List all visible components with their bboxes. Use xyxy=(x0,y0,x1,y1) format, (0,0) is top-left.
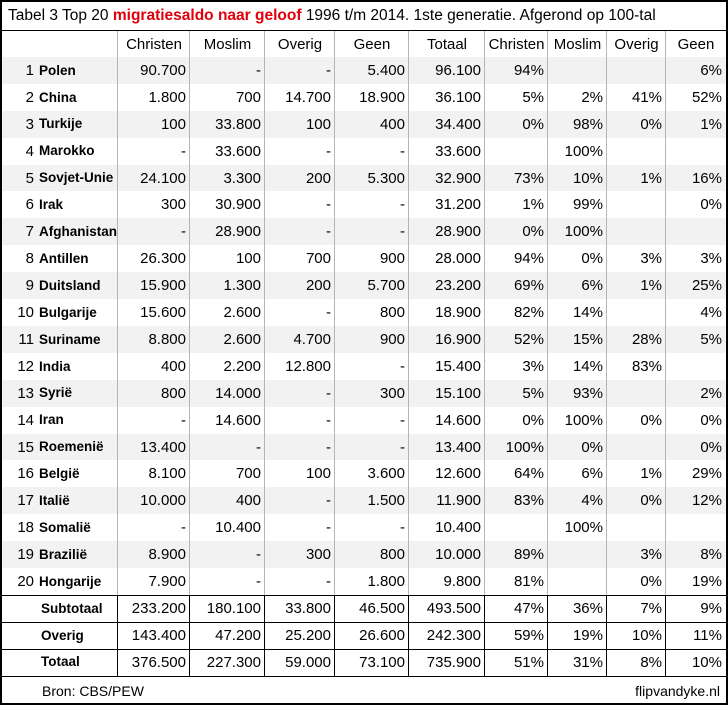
value-cell: - xyxy=(326,304,331,322)
value-cell: 3.600 xyxy=(367,465,405,483)
total-value-cell: 227.300 xyxy=(206,653,261,671)
rank-cell: 16 xyxy=(17,465,34,483)
value-cell: 1.800 xyxy=(367,573,405,591)
table-row xyxy=(2,487,726,514)
value-cell: 300 xyxy=(379,384,405,402)
header-christen: Christen xyxy=(126,35,182,53)
value-cell: 8% xyxy=(700,546,722,564)
table-row xyxy=(2,514,726,541)
table-row xyxy=(2,568,726,595)
value-cell: 52% xyxy=(513,330,544,348)
rank-cell: 5 xyxy=(25,169,34,187)
total-value-cell: 180.100 xyxy=(206,599,261,617)
value-cell: - xyxy=(400,357,405,375)
table-row xyxy=(2,218,726,245)
value-cell: 5.300 xyxy=(367,169,405,187)
value-cell: 2% xyxy=(700,384,722,402)
country-cell: België xyxy=(39,466,80,482)
value-cell: 100% xyxy=(564,411,603,429)
value-cell: 24.100 xyxy=(140,169,186,187)
total-value-cell: 47.200 xyxy=(215,626,261,644)
header-geen-pct: Geen xyxy=(677,35,715,53)
value-cell: 900 xyxy=(379,250,405,268)
value-cell: 34.400 xyxy=(435,115,481,133)
rank-cell: 2 xyxy=(25,88,34,106)
value-cell: 14.600 xyxy=(435,411,481,429)
value-cell xyxy=(607,380,666,407)
value-cell: 94% xyxy=(513,61,544,79)
header-overig-pct: Overig xyxy=(614,35,659,53)
rank-cell: 7 xyxy=(25,223,34,241)
value-cell: 5.400 xyxy=(367,61,405,79)
title-prefix: Tabel 3 Top 20 xyxy=(8,7,109,24)
value-cell: 90.700 xyxy=(140,61,186,79)
value-cell: 82% xyxy=(513,304,544,322)
table-row xyxy=(2,541,726,568)
value-cell: 5.700 xyxy=(367,277,405,295)
value-cell: 69% xyxy=(513,277,544,295)
value-cell: 2% xyxy=(581,88,603,106)
country-cell: Sovjet-Unie xyxy=(39,170,114,186)
value-cell: 6% xyxy=(581,277,603,295)
value-cell: 0% xyxy=(640,115,662,133)
header-overig: Overig xyxy=(277,35,323,53)
total-label: Totaal xyxy=(41,654,80,670)
total-row-totaal xyxy=(2,649,726,676)
value-cell: 5% xyxy=(522,384,544,402)
value-cell xyxy=(607,57,666,84)
value-cell: 900 xyxy=(379,330,405,348)
value-cell: 400 xyxy=(235,492,261,510)
value-cell: 100 xyxy=(305,115,331,133)
value-cell: 16% xyxy=(691,169,722,187)
value-cell: 400 xyxy=(379,115,405,133)
table-row xyxy=(2,299,726,326)
value-cell: 200 xyxy=(305,277,331,295)
total-value-cell: 25.200 xyxy=(285,626,331,644)
country-cell: Afghanistan xyxy=(39,224,118,240)
value-cell: 33.800 xyxy=(215,115,261,133)
total-value-cell: 9% xyxy=(700,599,722,617)
country-cell: Italië xyxy=(39,493,70,509)
rank-cell: 14 xyxy=(17,411,34,429)
value-cell: 200 xyxy=(305,169,331,187)
value-cell: 28.900 xyxy=(215,223,261,241)
total-value-cell: 59% xyxy=(513,626,544,644)
rank-cell: 8 xyxy=(25,250,34,268)
site-credit: flipvandyke.nl xyxy=(635,683,720,699)
value-cell: 93% xyxy=(572,384,603,402)
value-cell: 0% xyxy=(640,411,662,429)
value-cell: 28.000 xyxy=(435,250,481,268)
value-cell: 100 xyxy=(305,465,331,483)
value-cell: 100 xyxy=(235,250,261,268)
value-cell: 31.200 xyxy=(435,196,481,214)
table-row xyxy=(2,84,726,111)
value-cell: 33.600 xyxy=(215,142,261,160)
total-value-cell: 19% xyxy=(572,626,603,644)
value-cell: 3.300 xyxy=(223,169,261,187)
value-cell: 15.100 xyxy=(435,384,481,402)
value-cell: 14.700 xyxy=(285,88,331,106)
total-value-cell: 376.500 xyxy=(131,653,186,671)
value-cell: 15% xyxy=(572,330,603,348)
value-cell: 19% xyxy=(691,573,722,591)
value-cell: 100% xyxy=(564,142,603,160)
value-cell: 100% xyxy=(505,438,544,456)
total-value-cell: 10% xyxy=(691,653,722,671)
country-cell: Suriname xyxy=(39,331,101,347)
value-cell: 1.300 xyxy=(223,277,261,295)
value-cell: 700 xyxy=(235,88,261,106)
total-value-cell: 59.000 xyxy=(285,653,331,671)
value-cell xyxy=(607,192,666,219)
country-cell: Antillen xyxy=(39,250,89,266)
value-cell: 18.900 xyxy=(359,88,405,106)
value-cell: 700 xyxy=(305,250,331,268)
country-cell: Polen xyxy=(39,62,76,78)
header-row xyxy=(2,31,726,57)
value-cell: 26.300 xyxy=(140,250,186,268)
value-cell: 2.600 xyxy=(223,330,261,348)
value-cell xyxy=(666,138,726,165)
value-cell: 81% xyxy=(513,573,544,591)
rank-cell: 19 xyxy=(17,546,34,564)
value-cell: 10.000 xyxy=(140,492,186,510)
value-cell xyxy=(548,541,607,568)
value-cell: - xyxy=(326,61,331,79)
value-cell: 9.800 xyxy=(443,573,481,591)
value-cell: 8.100 xyxy=(148,465,186,483)
total-row-subtotaal xyxy=(2,595,726,622)
value-cell: - xyxy=(400,519,405,537)
value-cell: 33.600 xyxy=(435,142,481,160)
value-cell: 0% xyxy=(700,438,722,456)
value-cell: 25% xyxy=(691,277,722,295)
value-cell: - xyxy=(326,519,331,537)
country-cell: Somalië xyxy=(39,519,91,535)
value-cell: 100% xyxy=(564,519,603,537)
value-cell: - xyxy=(400,223,405,241)
value-cell: - xyxy=(326,411,331,429)
value-cell xyxy=(548,57,607,84)
header-moslim-pct: Moslim xyxy=(553,35,602,53)
value-cell: - xyxy=(256,573,261,591)
value-cell: 94% xyxy=(513,250,544,268)
value-cell: 14.000 xyxy=(215,384,261,402)
value-cell: 2.200 xyxy=(223,357,261,375)
table-row xyxy=(2,326,726,353)
value-cell: 15.600 xyxy=(140,304,186,322)
value-cell: 10.000 xyxy=(435,546,481,564)
value-cell xyxy=(666,218,726,245)
value-cell xyxy=(607,434,666,461)
value-cell: 18.900 xyxy=(435,304,481,322)
header-geen: Geen xyxy=(353,35,391,53)
value-cell xyxy=(607,138,666,165)
table-row xyxy=(2,192,726,219)
rank-cell: 10 xyxy=(17,304,34,322)
value-cell: 1% xyxy=(522,196,544,214)
rank-cell: 6 xyxy=(25,196,34,214)
value-cell: 2.600 xyxy=(223,304,261,322)
value-cell: 15.900 xyxy=(140,277,186,295)
value-cell: 8.800 xyxy=(148,330,186,348)
value-cell: - xyxy=(256,438,261,456)
value-cell: - xyxy=(326,573,331,591)
value-cell: - xyxy=(326,196,331,214)
value-cell: 12% xyxy=(691,492,722,510)
country-cell: Duitsland xyxy=(39,277,101,293)
value-cell: 800 xyxy=(160,384,186,402)
value-cell: 14% xyxy=(572,304,603,322)
table-row xyxy=(2,434,726,461)
country-cell: Turkije xyxy=(39,116,83,132)
value-cell: 800 xyxy=(379,546,405,564)
rank-cell: 3 xyxy=(25,115,34,133)
value-cell: 4% xyxy=(581,492,603,510)
value-cell: 0% xyxy=(522,223,544,241)
table-row xyxy=(2,461,726,488)
total-value-cell: 10% xyxy=(631,626,662,644)
value-cell: 0% xyxy=(640,492,662,510)
value-cell xyxy=(607,299,666,326)
value-cell: - xyxy=(256,61,261,79)
value-cell: 0% xyxy=(522,115,544,133)
value-cell: 13.400 xyxy=(140,438,186,456)
value-cell: 96.100 xyxy=(435,61,481,79)
value-cell: 5% xyxy=(522,88,544,106)
value-cell: 100 xyxy=(160,115,186,133)
table-row xyxy=(2,272,726,299)
value-cell: - xyxy=(400,411,405,429)
value-cell: 0% xyxy=(581,438,603,456)
value-cell: 10.400 xyxy=(215,519,261,537)
country-cell: Hongarije xyxy=(39,573,102,589)
rank-cell: 9 xyxy=(25,277,34,295)
total-value-cell: 47% xyxy=(513,599,544,617)
value-cell: 15.400 xyxy=(435,357,481,375)
rank-cell: 17 xyxy=(17,492,34,510)
rank-cell: 13 xyxy=(17,384,34,402)
value-cell: 8.900 xyxy=(148,546,186,564)
value-cell: - xyxy=(400,438,405,456)
table-footer xyxy=(2,676,726,704)
value-cell: - xyxy=(400,142,405,160)
value-cell: 13.400 xyxy=(435,438,481,456)
value-cell: 300 xyxy=(160,196,186,214)
value-cell: 1.800 xyxy=(148,88,186,106)
value-cell: 700 xyxy=(235,465,261,483)
value-cell: - xyxy=(181,519,186,537)
rank-cell: 11 xyxy=(18,330,34,348)
value-cell xyxy=(485,514,548,541)
value-cell: 52% xyxy=(691,88,722,106)
value-cell: 30.900 xyxy=(215,196,261,214)
value-cell xyxy=(485,138,548,165)
value-cell: - xyxy=(256,546,261,564)
value-cell: 400 xyxy=(160,357,186,375)
value-cell: 5% xyxy=(700,330,722,348)
value-cell: - xyxy=(181,411,186,429)
rank-cell: 18 xyxy=(17,519,34,537)
value-cell: 100% xyxy=(564,223,603,241)
value-cell xyxy=(607,514,666,541)
value-cell xyxy=(548,568,607,595)
value-cell: 36.100 xyxy=(435,88,481,106)
value-cell: - xyxy=(400,196,405,214)
value-cell: 28% xyxy=(631,330,662,348)
value-cell: - xyxy=(326,223,331,241)
rank-cell: 20 xyxy=(17,573,34,591)
country-cell: Marokko xyxy=(39,143,95,159)
value-cell: - xyxy=(181,142,186,160)
value-cell: 1% xyxy=(640,277,662,295)
value-cell xyxy=(607,218,666,245)
value-cell: 0% xyxy=(700,411,722,429)
value-cell: 0% xyxy=(640,573,662,591)
country-cell: India xyxy=(39,358,71,374)
value-cell: 300 xyxy=(305,546,331,564)
value-cell: 0% xyxy=(522,411,544,429)
value-cell: 0% xyxy=(581,250,603,268)
value-cell: - xyxy=(326,438,331,456)
table-row xyxy=(2,380,726,407)
value-cell xyxy=(666,514,726,541)
value-cell: 800 xyxy=(379,304,405,322)
value-cell: 89% xyxy=(513,546,544,564)
value-cell: 11.900 xyxy=(436,492,481,510)
value-cell: 83% xyxy=(513,492,544,510)
value-cell: 1.500 xyxy=(367,492,405,510)
value-cell: 3% xyxy=(640,546,662,564)
total-value-cell: 36% xyxy=(572,599,603,617)
value-cell: 12.800 xyxy=(285,357,331,375)
total-value-cell: 233.200 xyxy=(131,599,186,617)
value-cell: 23.200 xyxy=(435,277,481,295)
rank-cell: 4 xyxy=(25,142,34,160)
header-christen-pct: Christen xyxy=(488,35,545,53)
total-value-cell: 31% xyxy=(572,653,603,671)
total-value-cell: 26.600 xyxy=(359,626,405,644)
value-cell xyxy=(666,353,726,380)
value-cell: 28.900 xyxy=(435,223,481,241)
value-cell: 99% xyxy=(572,196,603,214)
total-value-cell: 73.100 xyxy=(359,653,405,671)
title-suffix: 1996 t/m 2014. 1ste generatie. Afgerond op 100-tal xyxy=(305,7,656,24)
country-cell: Syrië xyxy=(39,385,73,401)
value-cell: 3% xyxy=(700,250,722,268)
value-cell: 10.400 xyxy=(435,519,481,537)
table-row xyxy=(2,138,726,165)
table-row xyxy=(2,407,726,434)
value-cell: 6% xyxy=(700,61,722,79)
total-value-cell: 242.300 xyxy=(426,626,481,644)
table-row xyxy=(2,245,726,272)
value-cell: 1% xyxy=(700,115,722,133)
value-cell: 12.600 xyxy=(435,465,481,483)
total-label: Overig xyxy=(41,627,84,643)
total-row-overig xyxy=(2,622,726,649)
country-cell: Roemenië xyxy=(39,439,104,455)
total-value-cell: 493.500 xyxy=(426,599,481,617)
value-cell: - xyxy=(326,384,331,402)
total-value-cell: 7% xyxy=(640,599,662,617)
country-cell: Bulgarije xyxy=(39,304,97,320)
value-cell: 1% xyxy=(640,465,662,483)
value-cell: - xyxy=(326,142,331,160)
country-cell: Iran xyxy=(39,412,64,428)
title-highlight: migratiesaldo naar geloof xyxy=(112,7,302,24)
value-cell: 1% xyxy=(640,169,662,187)
source-note: Bron: CBS/PEW xyxy=(42,683,144,699)
value-cell: 32.900 xyxy=(435,169,481,187)
country-cell: China xyxy=(39,89,77,105)
total-value-cell: 8% xyxy=(640,653,662,671)
rank-cell: 12 xyxy=(17,357,34,375)
total-value-cell: 33.800 xyxy=(285,599,331,617)
value-cell: 4% xyxy=(700,304,722,322)
value-cell: 64% xyxy=(513,465,544,483)
rank-cell: 15 xyxy=(17,438,34,456)
table-row xyxy=(2,353,726,380)
value-cell: 7.900 xyxy=(148,573,186,591)
table-row xyxy=(2,165,726,192)
value-cell: 4.700 xyxy=(293,330,331,348)
total-label: Subtotaal xyxy=(41,600,103,616)
value-cell: 3% xyxy=(640,250,662,268)
value-cell: 16.900 xyxy=(435,330,481,348)
value-cell: 3% xyxy=(522,357,544,375)
table-row xyxy=(2,111,726,138)
value-cell: 0% xyxy=(700,196,722,214)
total-value-cell: 143.400 xyxy=(131,626,186,644)
value-cell: 83% xyxy=(631,357,662,375)
rank-cell: 1 xyxy=(25,61,34,79)
header-moslim: Moslim xyxy=(203,35,252,53)
value-cell: - xyxy=(326,492,331,510)
total-value-cell: 51% xyxy=(513,653,544,671)
total-value-cell: 46.500 xyxy=(359,599,405,617)
country-cell: Irak xyxy=(39,197,64,213)
value-cell: - xyxy=(181,223,186,241)
value-cell: 6% xyxy=(581,465,603,483)
value-cell: 73% xyxy=(513,169,544,187)
table-row xyxy=(2,57,726,84)
value-cell: 41% xyxy=(631,88,662,106)
total-value-cell: 11% xyxy=(693,626,722,644)
country-cell: Brazilië xyxy=(39,546,88,562)
value-cell: 14% xyxy=(572,357,603,375)
header-totaal: Totaal xyxy=(426,35,468,53)
total-value-cell: 735.900 xyxy=(426,653,481,671)
value-cell: 14.600 xyxy=(215,411,261,429)
value-cell: 10% xyxy=(572,169,603,187)
table-title xyxy=(2,2,726,31)
value-cell: 29% xyxy=(691,465,722,483)
value-cell: 98% xyxy=(572,115,603,133)
